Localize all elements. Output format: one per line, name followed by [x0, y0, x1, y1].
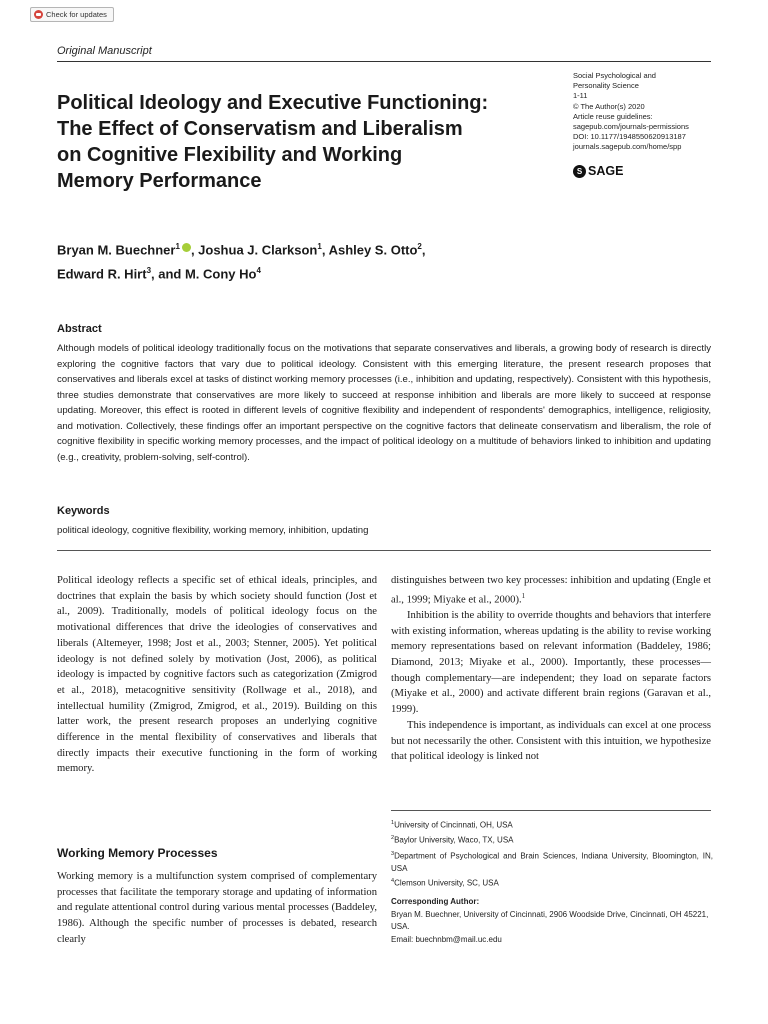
affiliation-marker: 4 [256, 266, 261, 276]
orcid-icon[interactable] [182, 243, 191, 252]
author-line [57, 236, 617, 260]
author-name: , Joshua J. Clarkson [190, 242, 318, 258]
affiliation-item [391, 817, 713, 832]
copyright: © The Author(s) 2020 [573, 101, 645, 111]
journal-name-line: Social Psychological and [573, 71, 656, 80]
affiliation-marker: 3 [146, 266, 152, 276]
abstract-text: Although models of political ideology traditionally focus on the motivations that separate conservatives and liberals, a growing body of research is directly exploring the cognitive factors that vary due to political ideology. Consistent with this emerging literature, the present research proposes that conservatives and liberals excel at tasks of distinct working memory processes (i.e., inhibition and updating, respectively). Consistent with this hypothesis, three studies demonstrate that conservatives are more likely to succeed at response inhibition and liberals are more likely to succeed at response updating. Moreover, this effect is rooted in different levels of cognitive flexibility and independent of respondents' demographics, intelligence, religiosity, and motivation. Collectively, these findings offer an important perspective on the cognitive factors that delineate conservatism and liberalism, the role of cognitive flexibility in specific working memory processes, and the impact of political ideology on a multitude of behaviors linked to inhibition and updating (e.g., creativity, problem-solving, self-control). [57, 343, 711, 463]
permissions-link[interactable]: sagepub.com/journals-permissions [573, 122, 689, 132]
footnote-divider [391, 810, 711, 811]
affiliation-number: 3 [391, 850, 395, 857]
affiliation-number: 4 [391, 878, 395, 885]
sage-logo-text: SAGE [588, 164, 624, 178]
journal-name-line: Personality Science [573, 81, 639, 91]
title-line: on Cognitive Flexibility and Working [57, 144, 403, 166]
body-paragraph: Inhibition is the ability to override thoughts and behaviors that interfere with existing information, whereas updating is the ability to revise working memory representations based on relevant information (Baddeley, 1986; Diamond, 2013; Miyake et al., 2000). Importantly, these processes—though complementary—are independent; they load on separate factors (Miyake et al., 2000) and activate different brain regions (Garavan et al., 1999). [391, 609, 711, 716]
title-line: Political Ideology and Executive Functioning: [57, 92, 489, 114]
journal-info [573, 71, 733, 153]
body-paragraph: Political ideology reflects a specific set of ethical ideals, principles, and doctrines that explain the basis by which society should function (Jost et al., 2009). Traditionally, models of political ideology focus on the motivational differences that drive the ideologies of conservatives and liberals (Altemeyer, 1998; Jost et al., 2003; Stenner, 2005). Yet political ideology is not defined solely by motivation (Jost, 2006), as political ideology is impacted by cognitive factors such as categorization (Zmigrod et al., 2018), metacognitive sensitivity (Rollwage et al., 2018), and intellectual humility (Zmigrod, Zmigrod, et al., 2019). Building on this latter work, the present research proposes an underlying cognitive difference in the mental flexibility of conservatives and liberals that directly impacts their executive functioning in the form of working memory. [57, 575, 377, 775]
affiliation-marker: 1 [175, 242, 180, 251]
corresponding-author [391, 896, 713, 946]
article-title [57, 90, 557, 194]
body-column-left-continued [57, 869, 377, 948]
affiliations [391, 817, 713, 891]
affiliation-item [391, 848, 713, 876]
keywords-text: political ideology, cognitive flexibility, working memory, inhibition, updating [57, 525, 369, 536]
body-paragraph: Working memory is a multifunction system comprised of complementary processes that facilitate the temporary storage and updating of information and regulate attentional control during various mental processes (Baddeley, 1986). Although the specific number of processes is debated, research clearly [57, 871, 377, 945]
body-paragraph [391, 573, 711, 608]
update-icon [34, 10, 43, 19]
author-name: Bryan M. Buechner [57, 242, 176, 258]
author-name: , Ashley S. Otto [321, 242, 418, 258]
author-list [57, 236, 617, 285]
title-line: The Effect of Conservatism and Liberalism [57, 118, 463, 140]
affiliation-marker: 1 [317, 242, 322, 251]
body-paragraph-text: distinguishes between two key processes: inhibition and updating (Engle et al., 1999; Miyake et al., 2000). [391, 575, 711, 606]
title-line: Memory Performance [57, 170, 262, 192]
journal-home-link[interactable]: journals.sagepub.com/home/spp [573, 142, 682, 152]
affiliation-item [391, 832, 713, 847]
body-paragraph: This independence is important, as individuals can excel at one process but not necessarily the other. Consistent with this intuition, we hypothesize that political ideology is linked not [391, 719, 711, 763]
section-divider [57, 550, 711, 551]
affiliation-text: Baylor University, Waco, TX, USA [394, 835, 514, 845]
affiliation-text: Clemson University, SC, USA [394, 879, 499, 888]
author-name: , and M. Cony Ho [151, 266, 257, 282]
author-line [57, 260, 617, 284]
corresponding-author-email[interactable]: Email: buechnbm@mail.uc.edu [391, 934, 502, 944]
page-range: 1-11 [573, 91, 588, 101]
corresponding-author-heading: Corresponding Author: [391, 897, 480, 906]
check-for-updates-badge[interactable] [30, 7, 114, 22]
sage-logo [573, 164, 623, 178]
header-divider [57, 61, 711, 62]
affiliation-item [391, 875, 713, 890]
affiliation-text: Department of Psychological and Brain Sciences, Indiana University, Bloomington, IN, USA [391, 851, 713, 873]
affiliation-number: 1 [391, 820, 395, 826]
author-separator: , [421, 242, 426, 258]
affiliation-text: University of Cincinnati, OH, USA [394, 820, 513, 830]
body-column-right [391, 573, 711, 765]
section-heading: Working Memory Processes [57, 846, 218, 860]
doi[interactable]: DOI: 10.1177/1948550620913187 [573, 132, 686, 142]
body-column-left [57, 573, 377, 777]
manuscript-type: Original Manuscript [57, 45, 152, 57]
corresponding-author-address: Bryan M. Buechner, University of Cincinnati, 2906 Woodside Drive, Cincinnati, OH 45221, USA. [391, 909, 709, 932]
check-for-updates-label: Check for updates [46, 10, 107, 19]
affiliation-number: 2 [391, 835, 395, 842]
sage-logo-icon: S [573, 165, 586, 178]
abstract-heading: Abstract [57, 323, 102, 335]
reuse-guidelines: Article reuse guidelines: [573, 111, 653, 121]
author-name: Edward R. Hirt [57, 266, 147, 282]
affiliation-marker: 2 [417, 242, 422, 251]
footnote-marker[interactable]: 1 [521, 591, 526, 600]
keywords-heading: Keywords [57, 505, 110, 517]
